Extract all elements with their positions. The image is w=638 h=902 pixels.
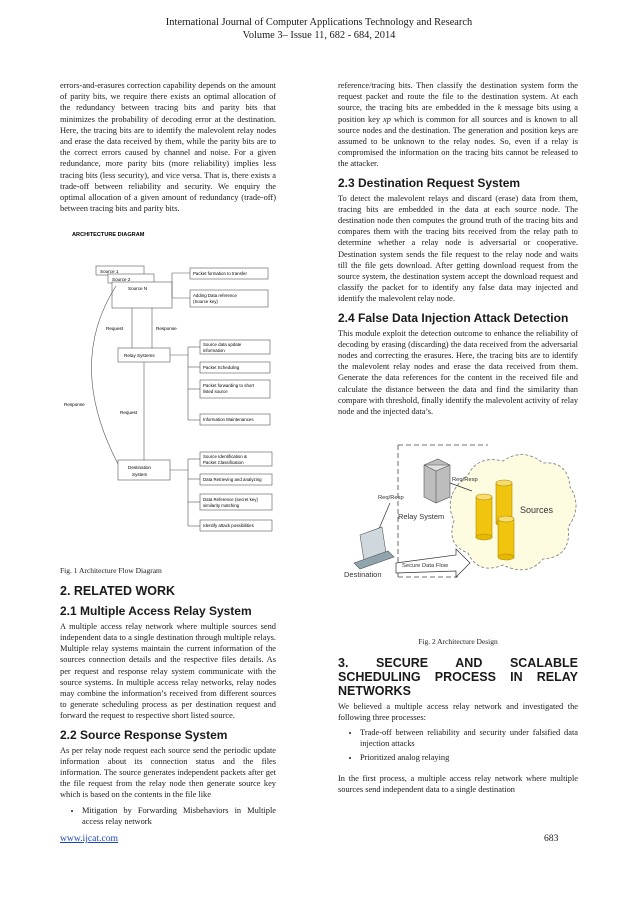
req-resp-left-label: Req/Resp	[378, 495, 404, 502]
math-xp: xp	[383, 114, 391, 124]
section-heading-related-work: 2. RELATED WORK	[60, 583, 176, 598]
architecture-flow-diagram	[60, 224, 276, 559]
right-column	[338, 80, 578, 799]
paragraph-2-3: To detect the malevolent relays and discard (erase) data from them, tracing bits are embedded in the data at each source node. The destination node then computes the ground truth of the tracing bits and compares them with the tracing bits received from the relay path to determine whether a relay node is adversarial or cooperative. Destination system sends the file request to the relay node and waits till the file gets download. After getting download request from the source system, the destination system accept the download request and classify the packet for to identify any false data may injected and identify the malevolent relay node.	[338, 193, 578, 304]
figure-2-caption: Fig. 2 Architecture Design	[418, 637, 498, 647]
architecture-design-diagram	[338, 427, 578, 627]
response-left-label: Response	[64, 402, 85, 408]
secure-flow-label: Secure Data Flow	[402, 563, 449, 570]
source1-label: Source 1	[100, 269, 119, 275]
list-item: • Mitigation by Forwarding Misbehaviors in Multiple access relay network	[82, 805, 276, 827]
diagram-title: ARCHITECTURE DIAGRAM	[72, 232, 145, 239]
journal-volume: Volume 3– Issue 11, 682 - 684, 2014	[242, 30, 396, 41]
scheduling-label: Packet Scheduling	[203, 365, 240, 371]
relay-system-label: Relay System	[398, 512, 445, 522]
journal-link[interactable]: www.ijcat.com	[60, 833, 118, 844]
left-column	[60, 80, 276, 833]
section-heading-2-1: 2.1 Multiple Access Relay System	[60, 603, 252, 618]
arrow	[378, 503, 390, 531]
section-heading-2-3: 2.3 Destination Request System	[338, 175, 521, 190]
destination-label: Destination	[344, 570, 382, 580]
section-heading-2-2: 2.2 Source Response System	[60, 727, 228, 742]
relay-systems-label: Relay Systems	[124, 353, 155, 359]
paragraph-3: We believed a multiple access relay network and investigated the following three processes:	[338, 701, 578, 722]
server-icon	[424, 459, 450, 503]
retrieving-label: Data Retrieving and analyzing	[203, 477, 262, 483]
req-resp-top-label: Req/Resp	[452, 477, 478, 484]
identify-attack-label: Identify attack possibilities	[203, 523, 254, 529]
page-header	[0, 16, 638, 42]
paragraph-2-2: As per relay node request each source send the periodic update information about its connection status and the files information. The source generates independent packets after get the file request from the relay node then generate source key which is based on the contents in the file like	[60, 745, 276, 800]
destination-label-1: Destination	[128, 465, 151, 471]
source2-label: Source 2	[112, 277, 131, 283]
text-run: reference/tracing bits. Then classify the destination system form the request packet and route the file to the destination system. At each source, the tracing bits are embedded in the	[338, 81, 578, 113]
text-run: which is common for all sources and is known to all source nodes and the destination. The generation and position keys are assumed to be unknown to the relay nodes. So, even if a relay is compromised the information on the tracing bits cannot be released to the attacker.	[338, 114, 578, 169]
info-maintenance-label: Information Maintenances	[203, 417, 254, 423]
reference-label-2: similarity matching	[203, 503, 240, 509]
request-label-2: Request	[120, 410, 138, 416]
response-curve	[91, 286, 118, 464]
sources-label: Sources	[520, 505, 554, 516]
paragraph-continuation: errors-and-erasures correction capability depends on the amount of parity bits, we require there exists an optimal allocation of the redundancy between tracing bits and parity bits that minimizes the probability of decoding error at the destination. Here, the tracing bits are to identify the malevolent relay nodes and erase the data received by them, while the parity bits are to the correct errors caused by channel and noise. For a given redundance, more parity bits (more reliability) implies less tracing bits (less security), and vice versa. That is, there exists a trade-off between reliability and security. We enquiry the optimal allocation of a given amount of redundancy (trade-off) between tracing bits and parity bits.	[60, 81, 276, 214]
forwarding-label-1: Packet forwarding to short	[203, 383, 255, 389]
packet-formation-label: Packet formation to transfer	[193, 271, 247, 277]
reference-label-1: Data Reference (secret key)	[203, 497, 258, 503]
paragraph-2-1: A multiple access relay network where multiple sources send independent data to a single destination through multiple relays. Multiple relay systems maintain the current information of the sources connection details and the respective files details. As per request and response relay system communicate with the source systems. In multiple access relay networks, relay nodes may combine the information’s received from different sources to generate scheduling process as per destination request and forward the request to respective short listed source.	[60, 621, 276, 721]
destination-label-2: System	[132, 472, 148, 478]
text-run: message bits using a position key	[338, 103, 579, 124]
figure-1-caption: Fig. 1 Architecture Flow Diagram	[60, 565, 162, 575]
laptop-icon	[354, 527, 394, 569]
math-k: k	[497, 103, 502, 113]
database-icon	[498, 516, 514, 560]
paragraph-2-4: This module exploit the detection outcome to enhance the reliability of decoding by erasing (discarding) the data received from the adversarial nodes and correcting the erasures. Here, the tracing bits are to identify the malevolent relay nodes and erase the data received from them. Generate the data references for the content in the received file and calculate the distance between the data and find the similarity than compare with threshold, finally identify the malevolent activity of relay node and the injected data’s.	[338, 328, 579, 417]
section-heading-2-4: 2.4 False Data Injection Attack Detection	[338, 310, 569, 325]
bullet-list-3	[338, 727, 578, 763]
adding-reference-label-2: (Source key)	[193, 299, 218, 305]
paragraph-3b: In the first process, a multiple access relay network where multiple sources send independent data to a single destination	[338, 773, 578, 794]
response-label: Response	[156, 326, 177, 332]
destination-box	[118, 460, 170, 480]
page-number: 683	[544, 833, 559, 844]
paragraph-continuation-right	[338, 80, 578, 170]
list-item: • Prioritized analog relaying	[360, 752, 578, 763]
source-update-label-2: information	[203, 348, 225, 354]
adding-reference-label-1: Adding Data reference	[193, 293, 237, 299]
identification-label-1: Source Identification &	[203, 454, 247, 460]
database-icon	[476, 494, 492, 540]
source-update-label-1: Source data update	[203, 342, 242, 348]
identification-label-2: Packet Classification	[203, 460, 244, 466]
list-item: • Trade-off between reliability and security under falsified data injection attacks	[360, 727, 578, 749]
sourceN-label: Source N	[128, 286, 148, 292]
request-label: Request	[106, 326, 124, 332]
forwarding-label-2: listed source	[203, 389, 228, 395]
bullet-list-2-2	[60, 805, 276, 827]
journal-title: International Journal of Computer Applications Technology and Research	[165, 17, 473, 28]
section-heading-3: 3. SECURE AND SCALABLE SCHEDULING PROCESS IN RELAY NETWORKS	[338, 655, 578, 698]
